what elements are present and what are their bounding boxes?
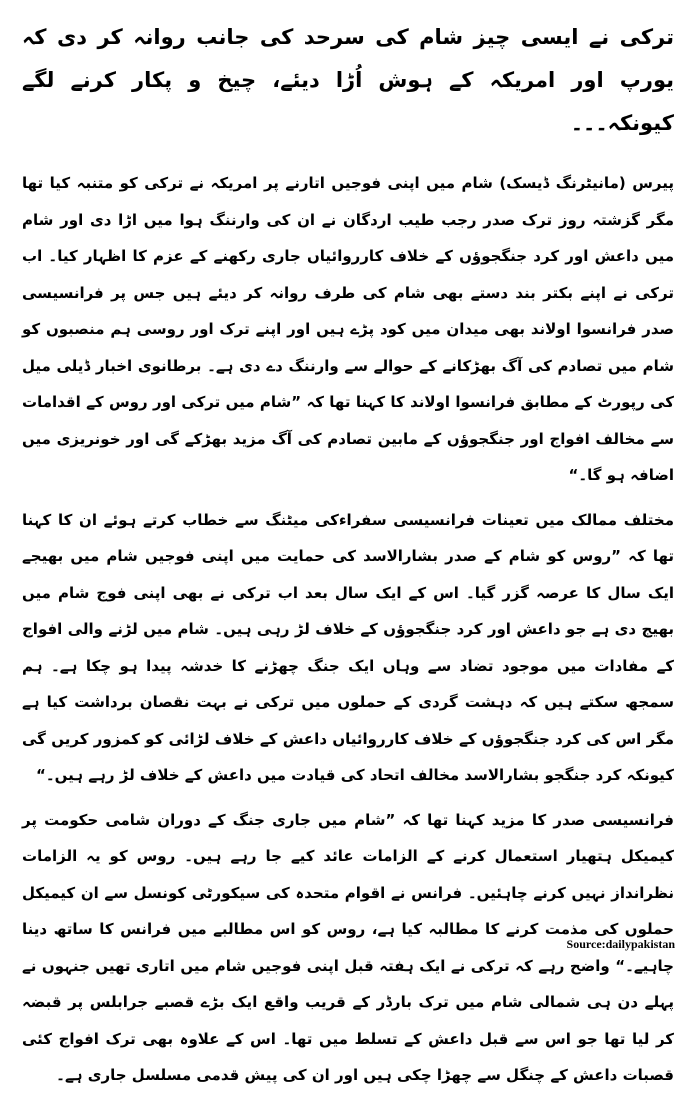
paragraph: مختلف ممالک میں تعینات فرانسیسی سفراءکی میٹنگ سے خطاب کرتے ہوئے ان کا کہنا تھا کہ ”روس کو شام کے صدر بشارالاسد کی حمایت میں اپنی فوجیں شام میں بھیجے ایک سال کا عرصہ گزر گیا۔ اس کے ایک سال بعد اب ترکی نے بھی اپنی فوج شام میں بھیج دی ہے جو داعش اور کرد جنگجوﺅں کے خلاف لڑ رہی ہیں۔ شام میں لڑنے والی افواج کے مفادات میں موجود تضاد سے وہاں ایک جنگ چھڑنے کا خدشہ پیدا ہو چکا ہے۔ ہم سمجھ سکتے ہیں کہ دہشت گردی کے حملوں میں ترکی نے بہت نقصان برداشت کیا ہے مگر اس کی کرد جنگجوﺅں کے خلاف کارروائیاں داعش کے خلاف لڑائی کو کمزور کریں گی کیونکہ کرد جنگجو بشارالاسد مخالف اتحاد کی قیادت میں داعش کے خلاف لڑ رہے ہیں۔“ [22, 510, 674, 784]
source-credit: Source:dailypakistan [566, 937, 675, 951]
paragraph: پیرس (مانیٹرنگ ڈیسک) شام میں اپنی فوجیں اتارنے پر امریکہ نے ترکی کو متنبہ کیا تھا مگر گزشتہ روز ترک صدر رجب طیب اردگان نے ان کی وارننگ ہوا میں اڑا دی اور شام میں داعش اور کرد جنگجوﺅں کے خلاف کارروائیاں جاری رکھنے کے عزم کا اظہار کیا۔ اب ترکی نے اپنے بکتر بند دستے بھی شام کی طرف روانہ کر دیئے ہیں جس پر فرانسیسی صدر فرانسوا اولاند بھی میدان میں کود پڑے ہیں اور اپنے ترک اور روسی ہم منصبوں کو شام میں تصادم کی آگ بھڑکانے کے حوالے سے وارننگ دے دی ہے۔ برطانوی اخبار ڈیلی میل کی رپورٹ کے مطابق فرانسوا اولاند کا کہنا تھا کہ ”شام میں ترکی اور روس کے اقدامات سے مخالف افواج اور جنگجوﺅں کے مابین تصادم کی آگ مزید بھڑکے گی اور خونریزی میں اضافہ ہو گا۔“ [22, 174, 674, 484]
paragraph: فرانسیسی صدر کا مزید کہنا تھا کہ ”شام میں جاری جنگ کے دوران شامی حکومت پر کیمیکل ہتھیار استعمال کرنے کے الزامات عائد کیے جا رہے ہیں۔ روس کو یہ الزامات نظرانداز نہیں کرنے چاہئیں۔ فرانس نے اقوام متحدہ کی سیکورٹی کونسل سے ان کیمیکل حملوں کی مذمت کرنے کا مطالبہ کیا ہے، روس کو اس مطالبے میں فرانس کا ساتھ دینا چاہیے۔“ واضح رہے کہ ترکی نے ایک ہفتہ قبل اپنی فوجیں شام میں اتاری تھیں جنہوں نے پہلے دن ہی شمالی شام میں ترک بارڈر کے قریب واقع ایک بڑے قصبے جرابلس پر قبضہ کر لیا تھا جو اس سے قبل داعش کے تسلط میں تھا۔ اس کے علاوہ بھی ترک افواج کئی قصبات داعش کے چنگل سے چھڑا چکی ہیں اور ان کی پیش قدمی مسلسل جاری ہے۔ [22, 810, 674, 1084]
headline: ترکی نے ایسی چیز شام کی سرحد کی جانب روانہ کر دی کہ یورپ اور امریکہ کے ہوش اُڑا دیئے، چیخ و پکار کرنے لگے کیونکہ۔۔۔ [22, 25, 674, 135]
